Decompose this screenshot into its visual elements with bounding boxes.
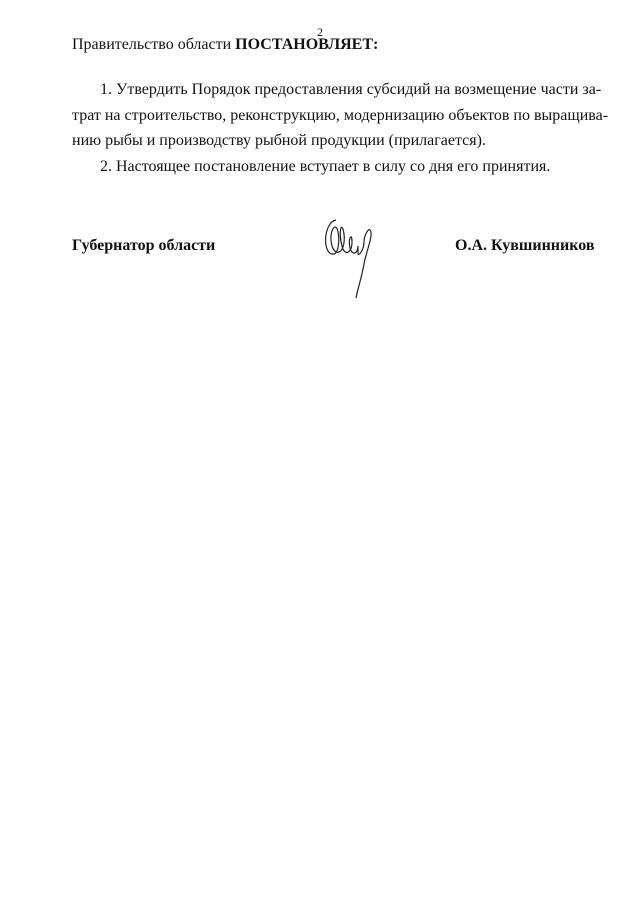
heading-prefix: Правительство области bbox=[72, 36, 236, 53]
item-1-line-3: нию рыбы и производству рыбной продукции (прилагается). bbox=[72, 132, 486, 149]
item-1-line-1: 1. Утвердить Порядок предоставления субсидий на возмещение части за- bbox=[100, 81, 602, 98]
signatory-position: Губернатор области bbox=[72, 237, 216, 254]
heading-emphasis: ПОСТАНОВЛЯЕТ: bbox=[235, 36, 379, 53]
handwritten-signature bbox=[318, 212, 388, 302]
resolution-heading bbox=[72, 36, 378, 54]
item-2-line-1: 2. Настоящее постановление вступает в силу со дня его принятия. bbox=[100, 158, 551, 175]
page-number: 2 bbox=[317, 25, 323, 39]
signatory-name: О.А. Кувшинников bbox=[455, 237, 595, 254]
item-1-line-2: трат на строительство, реконструкцию, модернизацию объектов по выращива- bbox=[72, 107, 609, 124]
